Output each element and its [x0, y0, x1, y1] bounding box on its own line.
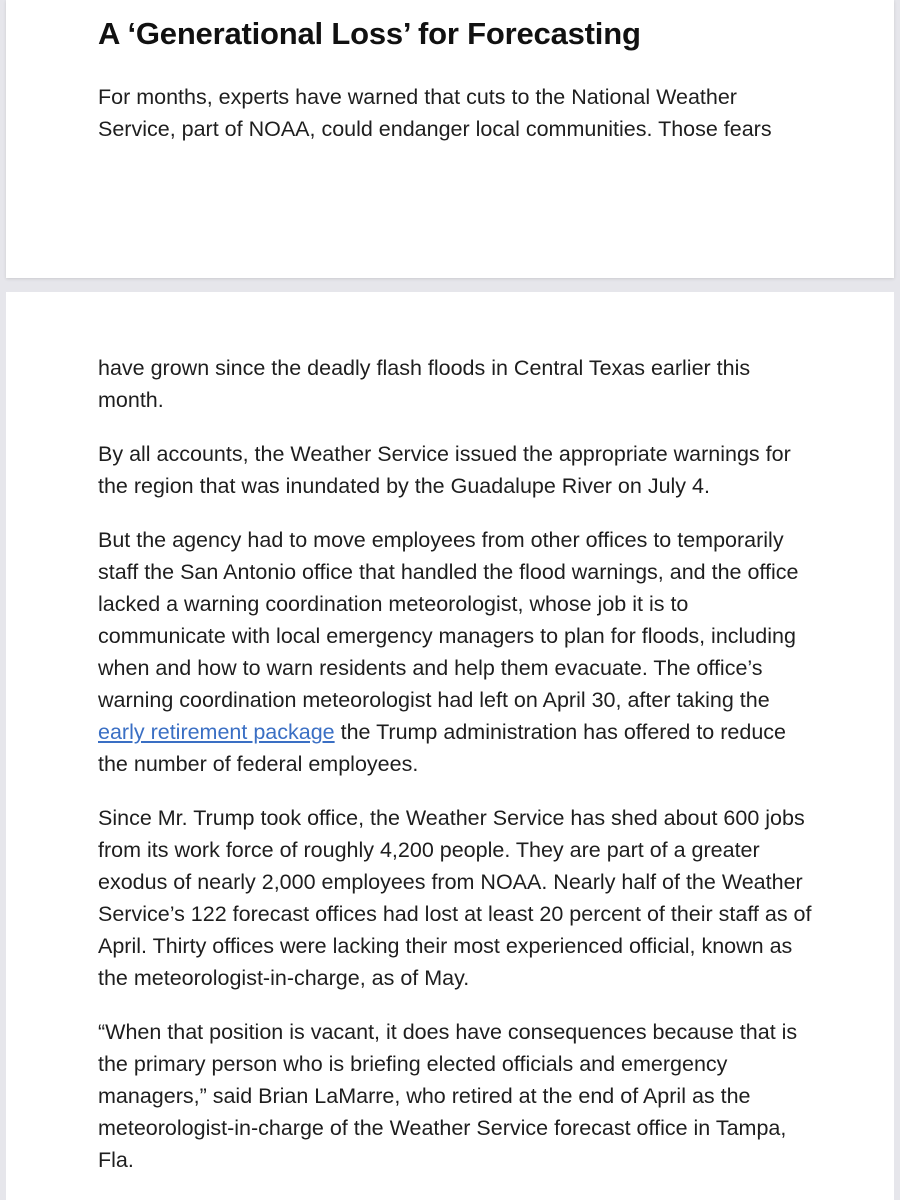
article-card-bottom — [6, 292, 894, 1200]
intro-paragraph: For months, experts have warned that cuts to the National Weather Service, part of NOAA, could endanger local communities. Those fears — [98, 85, 772, 141]
article-card-top — [6, 0, 894, 278]
article-body — [98, 352, 818, 1198]
section-heading: A ‘Generational Loss’ for Forecasting — [98, 16, 641, 51]
early-retirement-link[interactable]: early retirement package — [98, 720, 335, 744]
paragraph-5: “When that position is vacant, it does have consequences because that is the primary person who is briefing elected officials and emergency managers,” said Brian LaMarre, who retired at the end of April as the meteorologist-in-charge of the Weather Service forecast office in Tampa, Fla. — [98, 1020, 798, 1172]
paragraph-4: Since Mr. Trump took office, the Weather Service has shed about 600 jobs from its work force of roughly 4,200 people. They are part of a greater exodus of nearly 2,000 employees from NOAA. Nearly half of the Weather Service’s 122 forecast offices had lost at least 20 percent of their staff as of April. Thirty offices were lacking their most experienced official, known as the meteorologist-in-charge, as of May. — [98, 806, 812, 990]
paragraph-2: By all accounts, the Weather Service issued the appropriate warnings for the region that was inundated by the Guadalupe River on July 4. — [98, 442, 791, 498]
paragraph-3-text-end: the Trump administration has offered to reduce the number of federal employees. — [98, 720, 786, 776]
paragraph-3-text-start: But the agency had to move employees from other offices to temporarily staff the San Antonio office that handled the flood warnings, and the office lacked a warning coordination meteorologist, whose job it is to communicate with local emergency managers to plan for floods, including when and how to warn residents and help them evacuate. The office’s warning coordination meteorologist had left on April 30, after taking the — [98, 528, 799, 712]
paragraph-3 — [98, 524, 818, 780]
paragraph-1: have grown since the deadly flash floods in Central Texas earlier this month. — [98, 356, 751, 412]
